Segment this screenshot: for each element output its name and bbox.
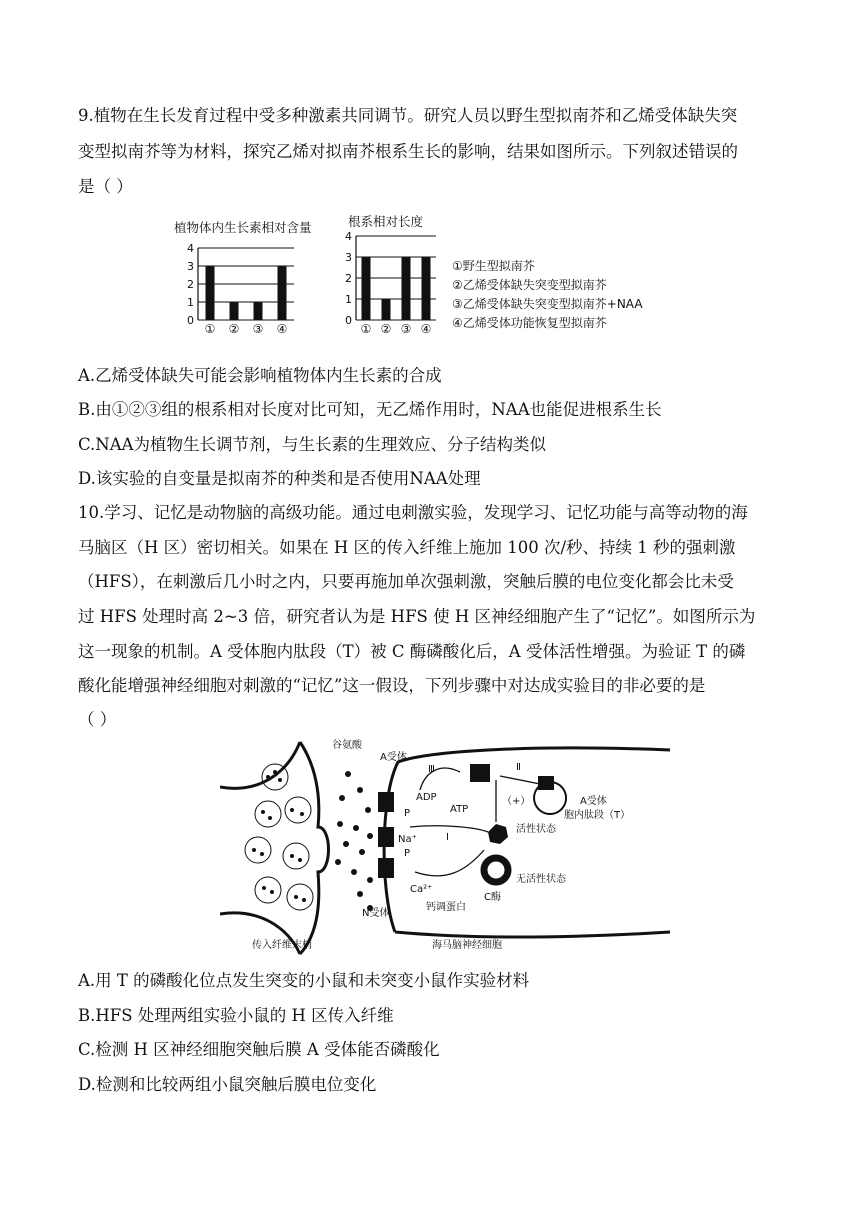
bar bbox=[362, 257, 371, 320]
y-tick-label: 0 bbox=[345, 314, 352, 327]
y-tick-label: 1 bbox=[345, 293, 352, 306]
bar bbox=[382, 299, 391, 320]
q9-option-a: A.乙烯受体缺失可能会影响植物体内生长素的合成 bbox=[78, 366, 442, 385]
q9-option-d: D.该实验的自变量是拟南芥的种类和是否使用NAA处理 bbox=[78, 469, 481, 488]
label-na: Na⁺ bbox=[398, 834, 417, 845]
q9-line-1: 9.植物在生长发育过程中受多种激素共同调节。研究人员以野生型拟南芥和乙烯受体缺失突 bbox=[78, 106, 738, 125]
bar bbox=[254, 302, 263, 320]
vesicle bbox=[285, 797, 311, 823]
q10-line-6: 酸化能增强神经细胞对刺激的“记忆”这一假设，下列步骤中对达成实验目的非必要的是 bbox=[78, 676, 706, 695]
label-plus: （+） bbox=[502, 796, 531, 807]
x-tick-label: ③ bbox=[252, 322, 264, 336]
y-tick-label: 2 bbox=[187, 278, 194, 291]
y-tick-label: 3 bbox=[187, 260, 194, 273]
chart1-plot bbox=[187, 242, 294, 336]
q10-line-5: 这一现象的机制。A 受体胞内肽段（T）被 C 酶磷酸化后，A 受体活性增强。为验证 T 的磷 bbox=[78, 642, 746, 661]
q10-option-a: A.用 T 的磷酸化位点发生突变的小鼠和未突变小鼠作实验材料 bbox=[78, 971, 530, 990]
x-tick-label: ② bbox=[228, 322, 240, 336]
y-tick-label: 2 bbox=[345, 272, 352, 285]
label-p-1: P bbox=[404, 808, 411, 819]
y-tick-label: 0 bbox=[187, 314, 194, 327]
x-tick-label: ④ bbox=[276, 322, 288, 336]
x-tick-label: ② bbox=[380, 322, 392, 336]
chart-legend bbox=[452, 258, 643, 330]
a-receptor bbox=[470, 764, 490, 782]
label-adp: ADP bbox=[416, 792, 437, 803]
q9-option-b: B.由①②③组的根系相对长度对比可知，无乙烯作用时，NAA也能促进根系生长 bbox=[78, 400, 662, 419]
q10-line-2: 马脑区（H 区）密切相关。如果在 H 区的传入纤维上施加 100 次/秒、持续 1 秒的强刺激 bbox=[78, 538, 736, 557]
x-tick-label: ④ bbox=[420, 322, 432, 336]
label-inactive: 无活性状态 bbox=[516, 874, 566, 885]
q9-line-3: 是（ ） bbox=[78, 177, 133, 196]
label-roman-3: Ⅲ bbox=[428, 764, 435, 775]
bar bbox=[206, 266, 215, 320]
x-tick-label: ① bbox=[204, 322, 216, 336]
a-receptor bbox=[378, 792, 394, 812]
y-tick-label: 4 bbox=[345, 230, 352, 243]
label-roman-1: Ⅰ bbox=[446, 832, 449, 843]
label-roman-2: Ⅱ bbox=[516, 762, 521, 773]
x-tick-label: ③ bbox=[400, 322, 412, 336]
chart2-title: 根系相对长度 bbox=[348, 214, 424, 229]
legend-item-1: ①野生型拟南芥 bbox=[452, 259, 535, 273]
label-active: 活性状态 bbox=[516, 824, 556, 835]
y-tick-label: 3 bbox=[345, 251, 352, 264]
bar bbox=[230, 302, 239, 320]
legend-item-3: ③乙烯受体缺失突变型拟南芥+NAA bbox=[452, 297, 643, 311]
x-tick-label: ① bbox=[360, 322, 372, 336]
y-tick-label: 1 bbox=[187, 296, 194, 309]
label-glutamate: 谷氨酸 bbox=[332, 740, 362, 751]
legend-item-2: ②乙烯受体缺失突变型拟南芥 bbox=[452, 278, 607, 292]
label-afferent: 传入纤维末梢 bbox=[252, 940, 312, 951]
label-ca: Ca²⁺ bbox=[410, 884, 433, 895]
chart1-title: 植物体内生长素相对含量 bbox=[174, 220, 312, 235]
a-receptor bbox=[538, 776, 554, 790]
synapse-diagram bbox=[220, 732, 680, 958]
a-receptor bbox=[378, 827, 394, 847]
c-enzyme-inactive-icon bbox=[484, 858, 508, 882]
q9-line-2: 变型拟南芥等为材料，探究乙烯对拟南芥根系生长的影响，结果如图所示。下列叙述错误的 bbox=[78, 142, 738, 161]
arrow bbox=[415, 850, 484, 876]
vesicle bbox=[255, 801, 281, 827]
label-a-receptor-t-1: A受体 bbox=[580, 796, 607, 807]
label-a-receptor-t-2: 胞内肽段（T） bbox=[564, 810, 631, 821]
vesicle bbox=[245, 837, 271, 863]
label-calmodulin: 钙调蛋白 bbox=[426, 902, 466, 913]
n-receptor bbox=[378, 858, 394, 878]
c-enzyme bbox=[484, 824, 508, 882]
q10-line-3: （HFS），在刺激后几小时之内，只要再施加单次强刺激，突触后膜的电位变化都会比未受 bbox=[78, 572, 734, 591]
label-n-receptor: N受体 bbox=[362, 908, 390, 919]
chart2-plot bbox=[345, 230, 436, 336]
label-hippocampus: 海马脑神经细胞 bbox=[432, 940, 502, 951]
vesicle bbox=[255, 877, 281, 903]
label-c-enzyme: C酶 bbox=[484, 892, 501, 903]
bar bbox=[422, 257, 431, 320]
arrow bbox=[410, 826, 488, 832]
q9-option-c: C.NAA为植物生长调节剂，与生长素的生理效应、分子结构类似 bbox=[78, 435, 547, 454]
bar bbox=[402, 257, 411, 320]
bar bbox=[278, 266, 287, 320]
legend-item-4: ④乙烯受体功能恢复型拟南芥 bbox=[452, 316, 607, 330]
q10-line-4: 过 HFS 处理时高 2~3 倍，研究者认为是 HFS 使 H 区神经细胞产生了“记忆”。如图所示为 bbox=[78, 607, 756, 626]
q10-option-c: C.检测 H 区神经细胞突触后膜 A 受体能否磷酸化 bbox=[78, 1040, 440, 1059]
label-atp: ATP bbox=[450, 804, 469, 815]
vesicle bbox=[287, 884, 313, 910]
arrow bbox=[420, 768, 460, 790]
y-tick-label: 4 bbox=[187, 242, 194, 255]
q10-option-b: B.HFS 处理两组实验小鼠的 H 区传入纤维 bbox=[78, 1006, 394, 1025]
q10-option-d: D.检测和比较两组小鼠突触后膜电位变化 bbox=[78, 1075, 377, 1094]
vesicle bbox=[283, 843, 309, 869]
q10-line-1: 10.学习、记忆是动物脑的高级功能。通过电刺激实验，发现学习、记忆功能与高等动物的海 bbox=[78, 503, 748, 522]
q9-figure bbox=[160, 212, 700, 344]
label-a-receptor: A受体 bbox=[380, 752, 407, 763]
q10-line-7: （ ） bbox=[78, 710, 117, 729]
c-enzyme-active-icon bbox=[488, 824, 508, 844]
label-p-2: P bbox=[404, 848, 411, 859]
